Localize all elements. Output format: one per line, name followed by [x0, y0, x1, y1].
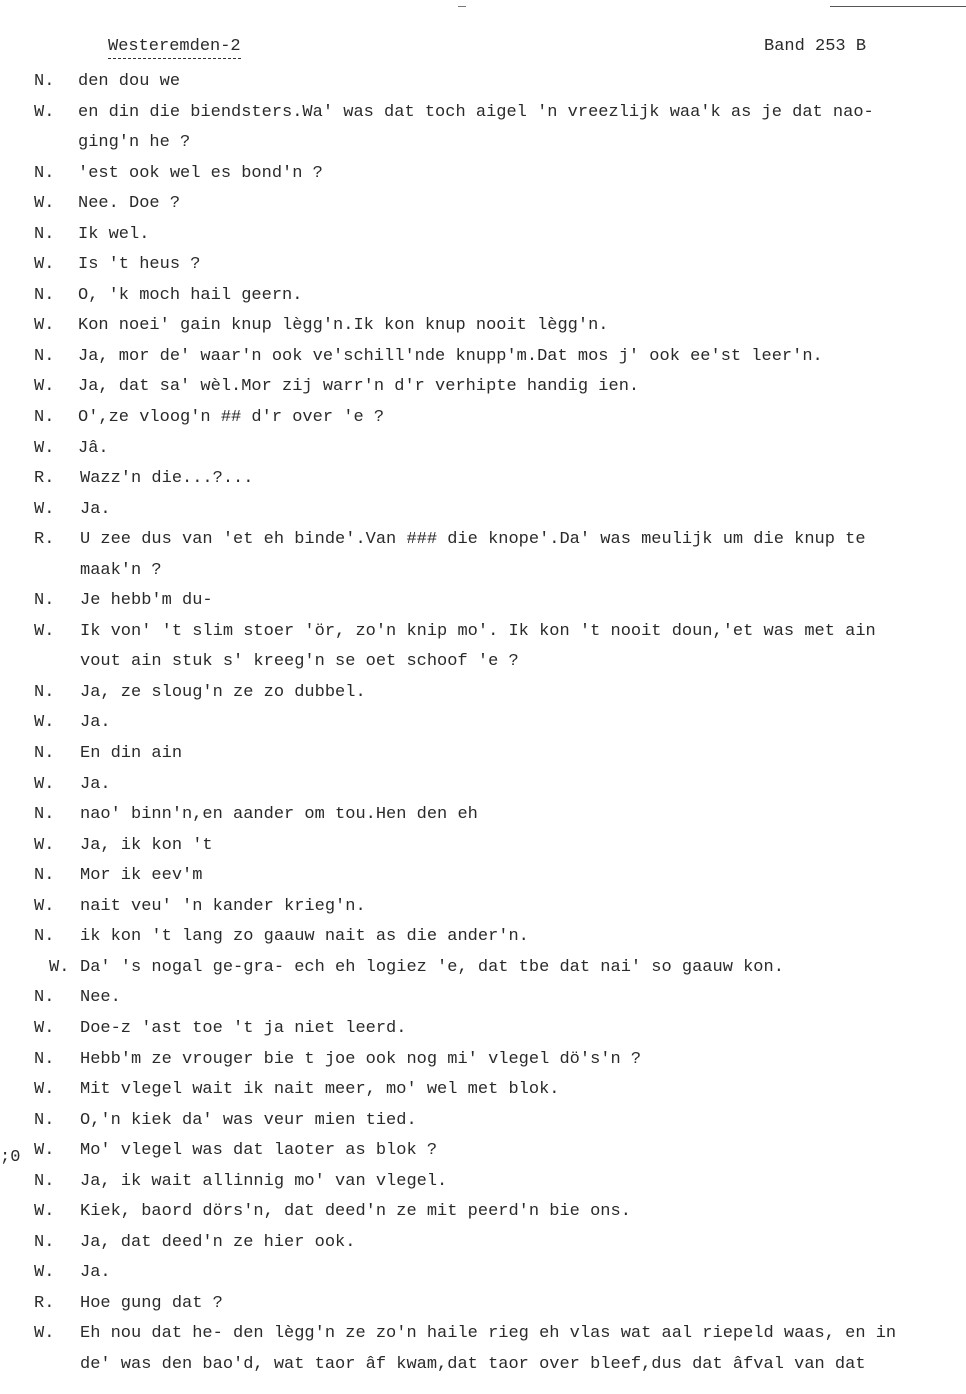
- transcript-line: [0, 739, 966, 770]
- transcript-line: [0, 464, 966, 495]
- utterance-text: Ja.: [80, 1263, 111, 1283]
- transcript-line: [0, 281, 966, 312]
- speaker-label: W.: [34, 102, 55, 122]
- transcript-line: [0, 1197, 966, 1228]
- transcript-lines: [0, 67, 966, 1381]
- speaker-label: N.: [34, 988, 55, 1008]
- speaker-label: W.: [34, 194, 55, 214]
- utterance-text: Je hebb'm du-: [80, 591, 213, 611]
- utterance-text: O,'n kiek da' was veur mien tied.: [80, 1110, 417, 1130]
- transcript-line: [0, 128, 966, 159]
- transcript-line: [0, 556, 966, 587]
- transcript-line: [0, 159, 966, 190]
- transcript-line: [0, 98, 966, 129]
- speaker-label: R.: [34, 530, 55, 550]
- utterance-text: Mit vlegel wait ik nait meer, mo' wel met blok.: [80, 1080, 560, 1100]
- speaker-label: W.: [34, 621, 55, 641]
- utterance-text: ging'n he ?: [78, 133, 191, 153]
- speaker-label: R.: [34, 469, 55, 489]
- top-rule: [830, 6, 966, 7]
- speaker-label: N.: [34, 591, 55, 611]
- utterance-text: Jâ.: [78, 438, 109, 458]
- speaker-label: W.: [49, 957, 70, 977]
- utterance-text: Mor ik eev'm: [80, 866, 203, 886]
- transcript-line: [0, 678, 966, 709]
- speaker-label: W.: [34, 1263, 55, 1283]
- transcript-line: [0, 647, 966, 678]
- speaker-label: N.: [34, 866, 55, 886]
- utterance-text: Wazz'n die...?...: [80, 469, 254, 489]
- transcript-line: [0, 342, 966, 373]
- speaker-label: W.: [34, 1324, 55, 1344]
- speaker-label: N.: [34, 1171, 55, 1191]
- utterance-text: Kiek, baord dörs'n, dat deed'n ze mit peerd'n bie ons.: [80, 1202, 631, 1222]
- transcript-line: [0, 617, 966, 648]
- utterance-text: de' was den bao'd, wat taor âf kwam,dat taor over bleef,dus dat âfval van dat: [80, 1354, 866, 1374]
- band-label: Band 253 B: [764, 37, 867, 56]
- transcript-line: [0, 922, 966, 953]
- margin-note: ;0: [0, 1148, 21, 1167]
- transcript-line: [0, 1258, 966, 1289]
- transcript-line: [0, 403, 966, 434]
- document-title: Westeremden-2: [108, 37, 241, 59]
- speaker-label: W.: [34, 255, 55, 275]
- speaker-label: N.: [34, 408, 55, 428]
- speaker-label: W.: [34, 1018, 55, 1038]
- utterance-text: 'est ook wel es bond'n ?: [78, 163, 323, 183]
- utterance-text: Doe-z 'ast toe 't ja niet leerd.: [80, 1018, 407, 1038]
- transcript-line: [0, 892, 966, 923]
- utterance-text: en din die biendsters.Wa' was dat toch aigel 'n vreezlijk waa'k as je dat nao-: [78, 102, 874, 122]
- utterance-text: En din ain: [80, 744, 183, 764]
- speaker-label: W.: [34, 896, 55, 916]
- transcript-line: [0, 708, 966, 739]
- utterance-text: Ja, mor de' waar'n ook ve'schill'nde knupp'm.Dat mos j' ook ee'st leer'n.: [78, 346, 823, 366]
- transcript-line: [0, 1106, 966, 1137]
- speaker-label: W.: [34, 499, 55, 519]
- speaker-label: N.: [34, 72, 55, 91]
- utterance-text: Ja.: [80, 499, 111, 519]
- transcript-line: [0, 983, 966, 1014]
- speaker-label: N.: [34, 1110, 55, 1130]
- speaker-label: N.: [34, 1049, 55, 1069]
- speaker-label: W.: [34, 713, 55, 733]
- speaker-label: N.: [34, 163, 55, 183]
- utterance-text: Ja, dat sa' wèl.Mor zij warr'n d'r verhipte handig ien.: [78, 377, 640, 397]
- utterance-text: Is 't heus ?: [78, 255, 201, 275]
- utterance-text: maak'n ?: [80, 560, 162, 580]
- speaker-label: N.: [34, 285, 55, 305]
- utterance-text: Hebb'm ze vrouger bie t joe ook nog mi' vlegel dö's'n ?: [80, 1049, 642, 1069]
- utterance-text: ik kon 't lang zo gaauw nait as die ander'n.: [80, 927, 529, 947]
- transcript-line: [0, 311, 966, 342]
- utterance-text: Hoe gung dat ?: [80, 1293, 223, 1313]
- transcript-line: [0, 586, 966, 617]
- transcript-line: [0, 250, 966, 281]
- utterance-text: vout ain stuk s' kreeg'n se oet schoof 'e ?: [80, 652, 519, 672]
- speaker-label: N.: [34, 346, 55, 366]
- transcript-line: [0, 1350, 966, 1381]
- utterance-text: Ja, ik kon 't: [80, 835, 213, 855]
- speaker-label: N.: [34, 1232, 55, 1252]
- utterance-text: Nee. Doe ?: [78, 194, 181, 214]
- transcript-line: [0, 953, 966, 984]
- transcript-line: [0, 831, 966, 862]
- utterance-text: O',ze vloog'n ## d'r over 'e ?: [78, 408, 385, 428]
- transcript-line: [0, 434, 966, 465]
- speaker-label: W.: [34, 1202, 55, 1222]
- utterance-text: Ja.: [80, 713, 111, 733]
- speaker-label: N.: [34, 927, 55, 947]
- speaker-label: N.: [34, 805, 55, 825]
- transcript-line: [0, 1045, 966, 1076]
- transcript-line: [0, 1167, 966, 1198]
- transcript-line: [0, 1319, 966, 1350]
- speaker-label: W.: [34, 1080, 55, 1100]
- utterance-text: Da' 's nogal ge-gra- ech eh logiez 'e, dat tbe dat nai' so gaauw kon.: [80, 957, 784, 977]
- utterance-text: nao' binn'n,en aander om tou.Hen den eh: [80, 805, 478, 825]
- transcript-line: [0, 1075, 966, 1106]
- utterance-text: Kon noei' gain knup lègg'n.Ik kon knup nooit lègg'n.: [78, 316, 609, 336]
- transcript-line: [0, 1136, 966, 1167]
- transcript-line: [0, 1014, 966, 1045]
- transcript-line: [0, 800, 966, 831]
- transcript-line: [0, 1289, 966, 1320]
- utterance-text: Ik von' 't slim stoer 'ör, zo'n knip mo'. Ik kon 't nooit doun,'et was met ain: [80, 621, 876, 641]
- utterance-text: Ik wel.: [78, 224, 150, 244]
- utterance-text: O, 'k moch hail geern.: [78, 285, 303, 305]
- speaker-label: W.: [34, 438, 55, 458]
- utterance-text: Ja.: [80, 774, 111, 794]
- utterance-text: U zee dus van 'et eh binde'.Van ### die knope'.Da' was meulijk um die knup te: [80, 530, 866, 550]
- utterance-text: Ja, ze sloug'n ze zo dubbel.: [80, 682, 366, 702]
- speaker-label: W.: [34, 1141, 55, 1161]
- utterance-text: den dou we: [78, 72, 181, 91]
- utterance-text: Nee.: [80, 988, 121, 1008]
- transcript-line: [0, 372, 966, 403]
- speaker-label: W.: [34, 774, 55, 794]
- transcript-line: [0, 1228, 966, 1259]
- speaker-label: W.: [34, 316, 55, 336]
- utterance-text: nait veu' 'n kander krieg'n.: [80, 896, 366, 916]
- speaker-label: N.: [34, 744, 55, 764]
- transcript-line: [0, 67, 966, 98]
- transcript-line: [0, 525, 966, 556]
- top-mark: [458, 6, 466, 7]
- speaker-label: W.: [34, 377, 55, 397]
- speaker-label: R.: [34, 1293, 55, 1313]
- transcript-line: [0, 861, 966, 892]
- transcript-line: [0, 495, 966, 526]
- speaker-label: W.: [34, 835, 55, 855]
- transcript-line: [0, 220, 966, 251]
- utterance-text: Ja, dat deed'n ze hier ook.: [80, 1232, 356, 1252]
- utterance-text: Ja, ik wait allinnig mo' van vlegel.: [80, 1171, 448, 1191]
- transcript-line: [0, 770, 966, 801]
- speaker-label: N.: [34, 682, 55, 702]
- speaker-label: N.: [34, 224, 55, 244]
- utterance-text: Mo' vlegel was dat laoter as blok ?: [80, 1141, 438, 1161]
- transcript-line: [0, 189, 966, 220]
- utterance-text: Eh nou dat he- den lègg'n ze zo'n haile rieg eh vlas wat aal riepeld waas, en in: [80, 1324, 897, 1344]
